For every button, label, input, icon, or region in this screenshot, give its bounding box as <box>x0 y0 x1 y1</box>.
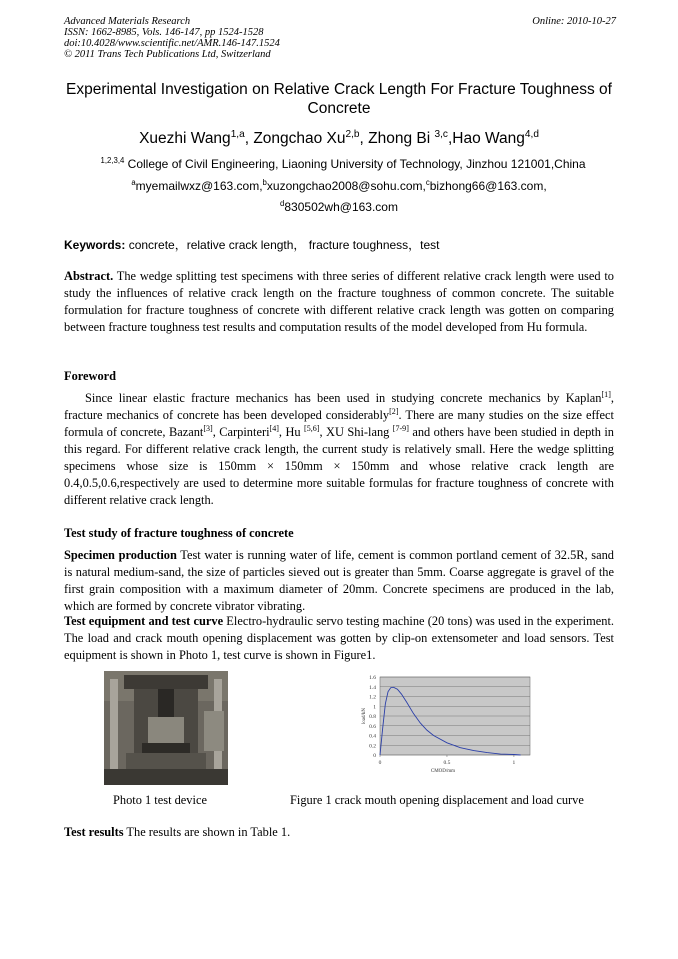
test-results-text: The results are shown in Table 1. <box>123 825 291 839</box>
author-sup: 1,a <box>230 128 245 140</box>
foreword-text: . There are many studies on the size effect formula of concrete, Bazant <box>64 408 614 439</box>
specimen-production-paragraph <box>64 547 614 615</box>
citation: [4] <box>269 423 279 433</box>
x-axis-label: CMOD/mm <box>430 769 456 774</box>
email-a: myemailwxz@163.com, <box>135 179 263 193</box>
email-sup: d <box>280 199 285 208</box>
keywords <box>64 236 440 253</box>
y-tick-label: 0.8 <box>369 714 376 720</box>
x-tick-label: 1 <box>512 760 516 766</box>
citation: [1] <box>601 389 611 399</box>
author-name: Zhong Bi <box>368 130 435 147</box>
email-sup: a <box>131 178 136 187</box>
citation: [2] <box>389 406 399 416</box>
y-axis-label: load/kN <box>362 707 367 725</box>
figure-caption: Figure 1 crack mouth opening displacement and load curve <box>290 793 584 807</box>
journal-name: Advanced Materials Research <box>64 16 191 27</box>
email-line-2 <box>64 200 614 214</box>
citation: [5,6] <box>304 423 320 433</box>
citation: [3] <box>203 423 213 433</box>
cmod-load-chart <box>355 670 615 782</box>
paper-title: Experimental Investigation on Relative Crack Length For Fracture Toughness of Concrete <box>66 81 612 117</box>
author-separator: , <box>244 130 254 147</box>
foreword-text: Since linear elastic fracture mechanics has been used in studying concrete mechanics by Kaplan <box>85 391 602 405</box>
foreword-text: , XU Shi-lang <box>319 425 393 439</box>
foreword-text: , Carpinteri <box>212 425 270 439</box>
online-date: Online: 2010-10-27 <box>532 16 616 27</box>
x-tick-label: 0.5 <box>443 760 451 766</box>
foreword-heading: Foreword <box>64 369 117 383</box>
email-line-1 <box>64 179 614 193</box>
y-tick-label: 0.4 <box>369 733 376 740</box>
issn-line: ISSN: 1662-8985, Vols. 146-147, pp 1524-1528 <box>64 27 264 38</box>
author-separator: , <box>359 130 369 147</box>
y-tick-label: 1.6 <box>369 675 376 681</box>
foreword-text: , Hu <box>278 425 305 439</box>
affiliation-sup: 1,2,3,4 <box>100 156 125 165</box>
photo-caption: Photo 1 test device <box>113 793 207 807</box>
test-results-paragraph <box>64 824 614 841</box>
test-equipment-text: Electro-hydraulic servo testing machine (20 tons) was used in the experiment. The load and crack mouth opening displacement was gotten by clip-on extensometer and load sensors. Test equipment is shown in Photo 1, test curve is shown in Figure1. <box>64 614 614 662</box>
author-name: Xuezhi Wang <box>139 130 231 147</box>
y-tick-label: 0 <box>373 753 376 759</box>
copyright-line: © 2011 Trans Tech Publications Ltd, Switzerland <box>64 49 271 60</box>
affiliation-text: College of Civil Engineering, Liaoning University of Technology, Jinzhou 121001,China <box>124 157 586 171</box>
foreword-paragraph <box>64 390 614 509</box>
test-equipment-label: Test equipment and test curve <box>64 614 224 628</box>
test-results-label: Test results <box>64 825 124 839</box>
y-tick-label: 0.6 <box>369 723 376 730</box>
abstract-label: Abstract. <box>64 269 114 283</box>
y-tick-label: 1.2 <box>369 694 376 701</box>
y-tick-label: 0.2 <box>369 743 376 750</box>
affiliation <box>64 157 622 171</box>
author-list <box>60 130 618 148</box>
abstract-text: The wedge splitting test specimens with three series of different relative crack length were used to study the influences of relative crack length on the fracture toughness of common concrete. The suitable formulation for fracture toughness of concrete with different relative crack length was gotten on comparing between fracture toughness test results and computation results of the model developed from Hu formula. <box>64 269 614 334</box>
author-name: Zongchao Xu <box>253 130 346 147</box>
citation: [7-9] <box>392 423 409 433</box>
test-device-photo <box>104 671 228 785</box>
email-sup: b <box>262 178 267 187</box>
email-d: 830502wh@163.com <box>284 200 398 214</box>
test-equipment-paragraph <box>64 613 614 664</box>
email-b: xuzongchao2008@sohu.com, <box>266 179 426 193</box>
abstract-paragraph <box>64 268 614 336</box>
test-device-illustration <box>104 671 228 785</box>
foreword-text: , fracture mechanics of concrete has been developed considerably <box>64 391 614 422</box>
specimen-production-label: Specimen production <box>64 548 177 562</box>
author-sup: 4,d <box>524 128 539 140</box>
y-tick-label: 1 <box>373 704 376 711</box>
y-tick-label: 1.4 <box>369 684 376 691</box>
author-sup: 2,b <box>345 128 360 140</box>
author-name: Hao Wang <box>452 130 525 147</box>
author-sup: 3,c <box>434 128 448 140</box>
keywords-label: Keywords: <box>64 238 126 252</box>
author-separator: , <box>447 130 453 147</box>
foreword-text: and others have been studied in depth in this regard. For different relative crack length, the current study is relatively small. Here the wedge splitting specimens whose size is 150mm × 150mm × 150mm and whose relative crack length are 0.4,0.5,0.6,respectively are used to determine more suitable formulas for fracture toughness of concrete with different relative crack length. <box>64 425 615 507</box>
x-tick-label: 0 <box>378 760 382 766</box>
email-sup: c <box>425 178 430 187</box>
test-study-heading: Test study of fracture toughness of concrete <box>64 526 294 540</box>
keywords-text: concrete，relative crack length， fracture toughness，test <box>125 238 440 252</box>
doi-line: doi:10.4028/www.scientific.net/AMR.146-147.1524 <box>64 38 280 49</box>
journal-header <box>64 16 616 60</box>
specimen-production-text: Test water is running water of life, cement is common portland cement of 32.5R, sand is natural medium-sand, the size of particles sieved out is greater than 5mm. Coarse aggregate is gravel of the first grain composition with a maximum diameter of 20mm. Concrete specimens are produced in the lab, which are formed by concrete vibrator vibrating. <box>64 548 614 613</box>
email-c: bizhong66@163.com, <box>429 179 547 193</box>
